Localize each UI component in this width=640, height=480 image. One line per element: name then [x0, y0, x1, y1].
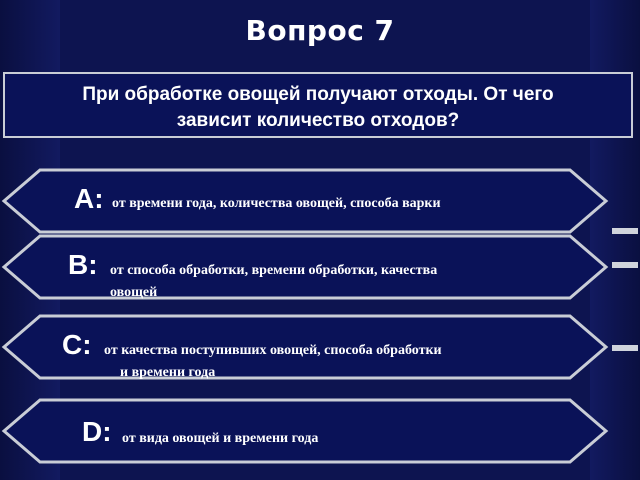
- answer-c-line-1: от качества поступивших овощей, способа обработки: [104, 343, 442, 358]
- answer-c-button[interactable]: [0, 314, 610, 380]
- answer-a-line-1: от времени года, количества овощей, способа варки: [112, 196, 441, 211]
- answer-d-button[interactable]: [0, 398, 610, 464]
- slide-title: Вопрос 7: [245, 14, 395, 47]
- answer-c-line-2: и времени года: [120, 365, 216, 380]
- answer-b-line-1: от способа обработки, времени обработки, качества: [110, 263, 438, 278]
- answer-a-button[interactable]: [0, 168, 610, 234]
- decor-bar: [612, 228, 638, 234]
- question-text: [5, 82, 631, 134]
- answer-b-button[interactable]: [0, 234, 610, 300]
- question-line-1: При обработке овощей получают отходы. От чего: [82, 84, 554, 105]
- answer-d-line-1: от вида овощей и времени года: [122, 431, 319, 446]
- answer-b-text: [110, 260, 437, 304]
- answer-b-letter: B:: [68, 249, 98, 280]
- answer-b-line-2: овощей: [110, 285, 158, 300]
- answer-c-text: [104, 340, 442, 384]
- answer-a-letter: A:: [74, 183, 104, 214]
- decor-bar: [612, 345, 638, 351]
- answer-c-letter: C:: [62, 329, 92, 360]
- answer-d-text: [122, 428, 318, 450]
- decor-bar: [612, 262, 638, 268]
- question-line-2: зависит количество отходов?: [176, 110, 460, 131]
- answer-d-letter: D:: [82, 416, 112, 447]
- question-box: [3, 72, 633, 138]
- answer-a-text: [112, 193, 441, 215]
